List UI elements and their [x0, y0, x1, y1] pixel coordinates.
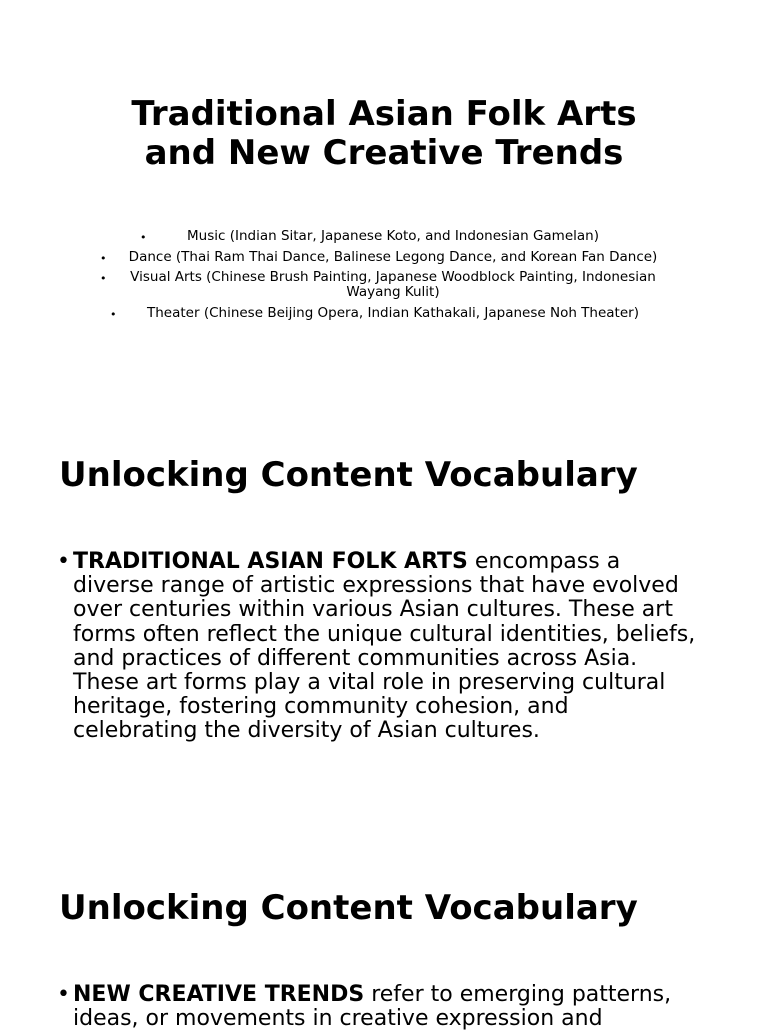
bullet-icon: • — [100, 272, 107, 285]
bullet-icon: • — [100, 251, 107, 265]
list-item-dance — [95, 250, 675, 265]
definition-line: and practices of different communities across Asia. — [73, 645, 638, 671]
section-heading-vocabulary-2: Unlocking Content Vocabulary — [59, 888, 638, 928]
page-title — [0, 95, 768, 173]
definition-line: ideas, or movements in creative expression and — [73, 1006, 603, 1031]
section-heading-vocabulary: Unlocking Content Vocabulary — [59, 455, 638, 495]
list-item-theater — [95, 306, 675, 321]
list-item-visual-arts — [95, 270, 675, 300]
title-line-2: and New Creative Trends — [144, 133, 624, 173]
list-item-text: Visual Arts (Chinese Brush Painting, Japanese Woodblock Painting, Indonesian — [130, 269, 656, 285]
definition-line: celebrating the diversity of Asian cultures. — [73, 718, 540, 744]
list-item-music — [95, 229, 675, 244]
folk-arts-list — [95, 229, 675, 321]
list-item-text: Dance (Thai Ram Thai Dance, Balinese Legong Dance, and Korean Fan Dance) — [128, 248, 658, 265]
definition-line: refer to emerging patterns, — [364, 982, 672, 1007]
list-item-text: Music (Indian Sitar, Japanese Koto, and Indonesian Gamelan) — [187, 228, 599, 244]
vocabulary-term: TRADITIONAL ASIAN FOLK ARTS — [73, 549, 468, 574]
definition-line: diverse range of artistic expressions that have evolved — [73, 573, 679, 599]
definition-line: encompass a — [467, 549, 621, 574]
bullet-icon: • — [57, 982, 70, 1007]
list-item-text-continued: Wayang Kulit) — [346, 284, 440, 300]
list-item-text: Theater (Chinese Beijing Opera, Indian Kathakali, Japanese Noh Theater) — [147, 304, 639, 321]
vocabulary-term: NEW CREATIVE TRENDS — [73, 982, 365, 1007]
vocabulary-definition-folk-arts — [57, 550, 717, 744]
definition-line: over centuries within various Asian cultures. These art — [73, 597, 673, 623]
title-line-1: Traditional Asian Folk Arts — [131, 94, 637, 134]
definition-line: These art forms play a vital role in preserving cultural — [73, 670, 666, 696]
bullet-icon: • — [110, 307, 117, 321]
bullet-icon: • — [57, 549, 70, 574]
bullet-icon: • — [140, 231, 147, 244]
definition-line: heritage, fostering community cohesion, and — [73, 694, 569, 720]
definition-line: forms often reflect the unique cultural identities, beliefs, — [73, 621, 696, 647]
